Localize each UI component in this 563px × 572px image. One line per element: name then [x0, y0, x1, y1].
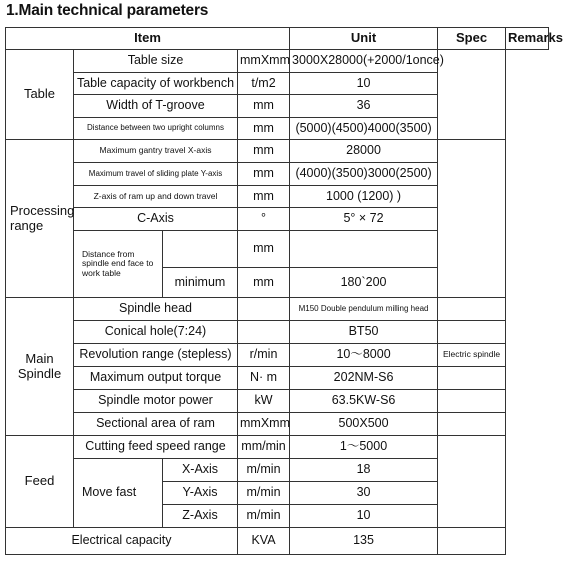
param-spec: 1～5000: [290, 436, 438, 459]
param-unit: mm: [238, 163, 290, 186]
header-unit: Unit: [290, 28, 438, 50]
param-name: Maximum travel of sliding plate Y-axis: [74, 163, 238, 186]
param-name: Width of T-groove: [74, 95, 238, 118]
param-spec: 18: [290, 459, 438, 482]
param-name: Spindle motor power: [74, 390, 238, 413]
table-row: [6, 413, 549, 436]
param-spec: 10: [290, 73, 438, 95]
param-spec: 202NM-S6: [290, 367, 438, 390]
table-row: [6, 321, 549, 344]
table-row: [6, 436, 549, 459]
header-item: Item: [6, 28, 290, 50]
param-spec: 500X500: [290, 413, 438, 436]
param-name: Electrical capacity: [6, 528, 238, 555]
param-name: Table capacity of workbench: [74, 73, 238, 95]
param-spec: [290, 231, 438, 268]
param-name: Z-axis of ram up and down travel: [74, 186, 238, 208]
param-axis: X-Axis: [163, 459, 238, 482]
param-unit: mm: [238, 140, 290, 163]
param-name: Maximum output torque: [74, 367, 238, 390]
param-name: Cutting feed speed range: [74, 436, 238, 459]
param-spec: (4000)(3500)3000(2500): [290, 163, 438, 186]
param-unit: m/min: [238, 482, 290, 505]
group-label-feed: Feed: [6, 436, 74, 528]
param-name: Revolution range (stepless): [74, 344, 238, 367]
param-unit: °: [238, 208, 290, 231]
remarks-cell: [438, 528, 506, 555]
param-spec: 3000X28000(+2000/1once): [290, 50, 438, 73]
remarks-cell: [438, 298, 506, 321]
header-spec: Spec: [438, 28, 506, 50]
param-name: Maximum gantry travel X-axis: [74, 140, 238, 163]
param-name: C-Axis: [74, 208, 238, 231]
param-name: Distance from spindle end face to work table: [74, 231, 163, 298]
param-unit: [238, 298, 290, 321]
param-subname: minimum: [163, 268, 238, 298]
remarks-cell: [438, 50, 506, 140]
param-spec: 1000 (1200) ): [290, 186, 438, 208]
group-label-spindle: Main Spindle: [6, 298, 74, 436]
table-header-row: [6, 28, 549, 50]
param-unit: mm: [238, 186, 290, 208]
param-name: Spindle head: [74, 298, 238, 321]
param-name: Table size: [74, 50, 238, 73]
remarks-cell: [438, 413, 506, 436]
param-spec: 135: [290, 528, 438, 555]
remarks-cell: [438, 367, 506, 390]
remarks-cell: [438, 436, 506, 528]
param-spec: 10～8000: [290, 344, 438, 367]
param-spec: 28000: [290, 140, 438, 163]
remarks-cell: Electric spindle: [438, 344, 506, 367]
param-unit: t/m2: [238, 73, 290, 95]
header-remarks: Remarks: [506, 28, 549, 50]
param-name: Sectional area of ram: [74, 413, 238, 436]
table-row: [6, 298, 549, 321]
param-spec: 5° × 72: [290, 208, 438, 231]
remarks-cell: [438, 140, 506, 298]
param-spec: 36: [290, 95, 438, 118]
section-title: 1.Main technical parameters: [6, 2, 209, 19]
param-spec: M150 Double pendulum milling head: [290, 298, 438, 321]
param-spec: 30: [290, 482, 438, 505]
remarks-cell: [438, 390, 506, 413]
table-row: [6, 50, 549, 73]
param-subname: [163, 231, 238, 268]
group-label-processing: Processing range: [6, 140, 74, 298]
param-unit: r/min: [238, 344, 290, 367]
group-label-table: Table: [6, 50, 74, 140]
remarks-cell: [438, 321, 506, 344]
param-unit: [238, 321, 290, 344]
table-row: [6, 344, 549, 367]
param-spec: 63.5KW-S6: [290, 390, 438, 413]
table-row: [6, 528, 549, 555]
param-axis: Y-Axis: [163, 482, 238, 505]
param-unit: m/min: [238, 505, 290, 528]
param-unit: mm: [238, 118, 290, 140]
param-unit: N· m: [238, 367, 290, 390]
param-name: Conical hole(7:24): [74, 321, 238, 344]
param-spec: 180`200: [290, 268, 438, 298]
param-spec: (5000)(4500)4000(3500): [290, 118, 438, 140]
param-name: Move fast: [74, 459, 163, 528]
table-row: [6, 390, 549, 413]
param-unit: mmXmm: [238, 50, 290, 73]
technical-parameters-table: [5, 27, 563, 555]
param-unit: mm: [238, 268, 290, 298]
table-row: [6, 140, 549, 163]
param-name: Distance between two upright columns: [74, 118, 238, 140]
param-unit: kW: [238, 390, 290, 413]
param-spec: BT50: [290, 321, 438, 344]
param-axis: Z-Axis: [163, 505, 238, 528]
param-spec: 10: [290, 505, 438, 528]
param-unit: mm/min: [238, 436, 290, 459]
param-unit: mm: [238, 95, 290, 118]
param-unit: mmXmm: [238, 413, 290, 436]
param-unit: KVA: [238, 528, 290, 555]
param-unit: m/min: [238, 459, 290, 482]
param-unit: mm: [238, 231, 290, 268]
table-row: [6, 367, 549, 390]
